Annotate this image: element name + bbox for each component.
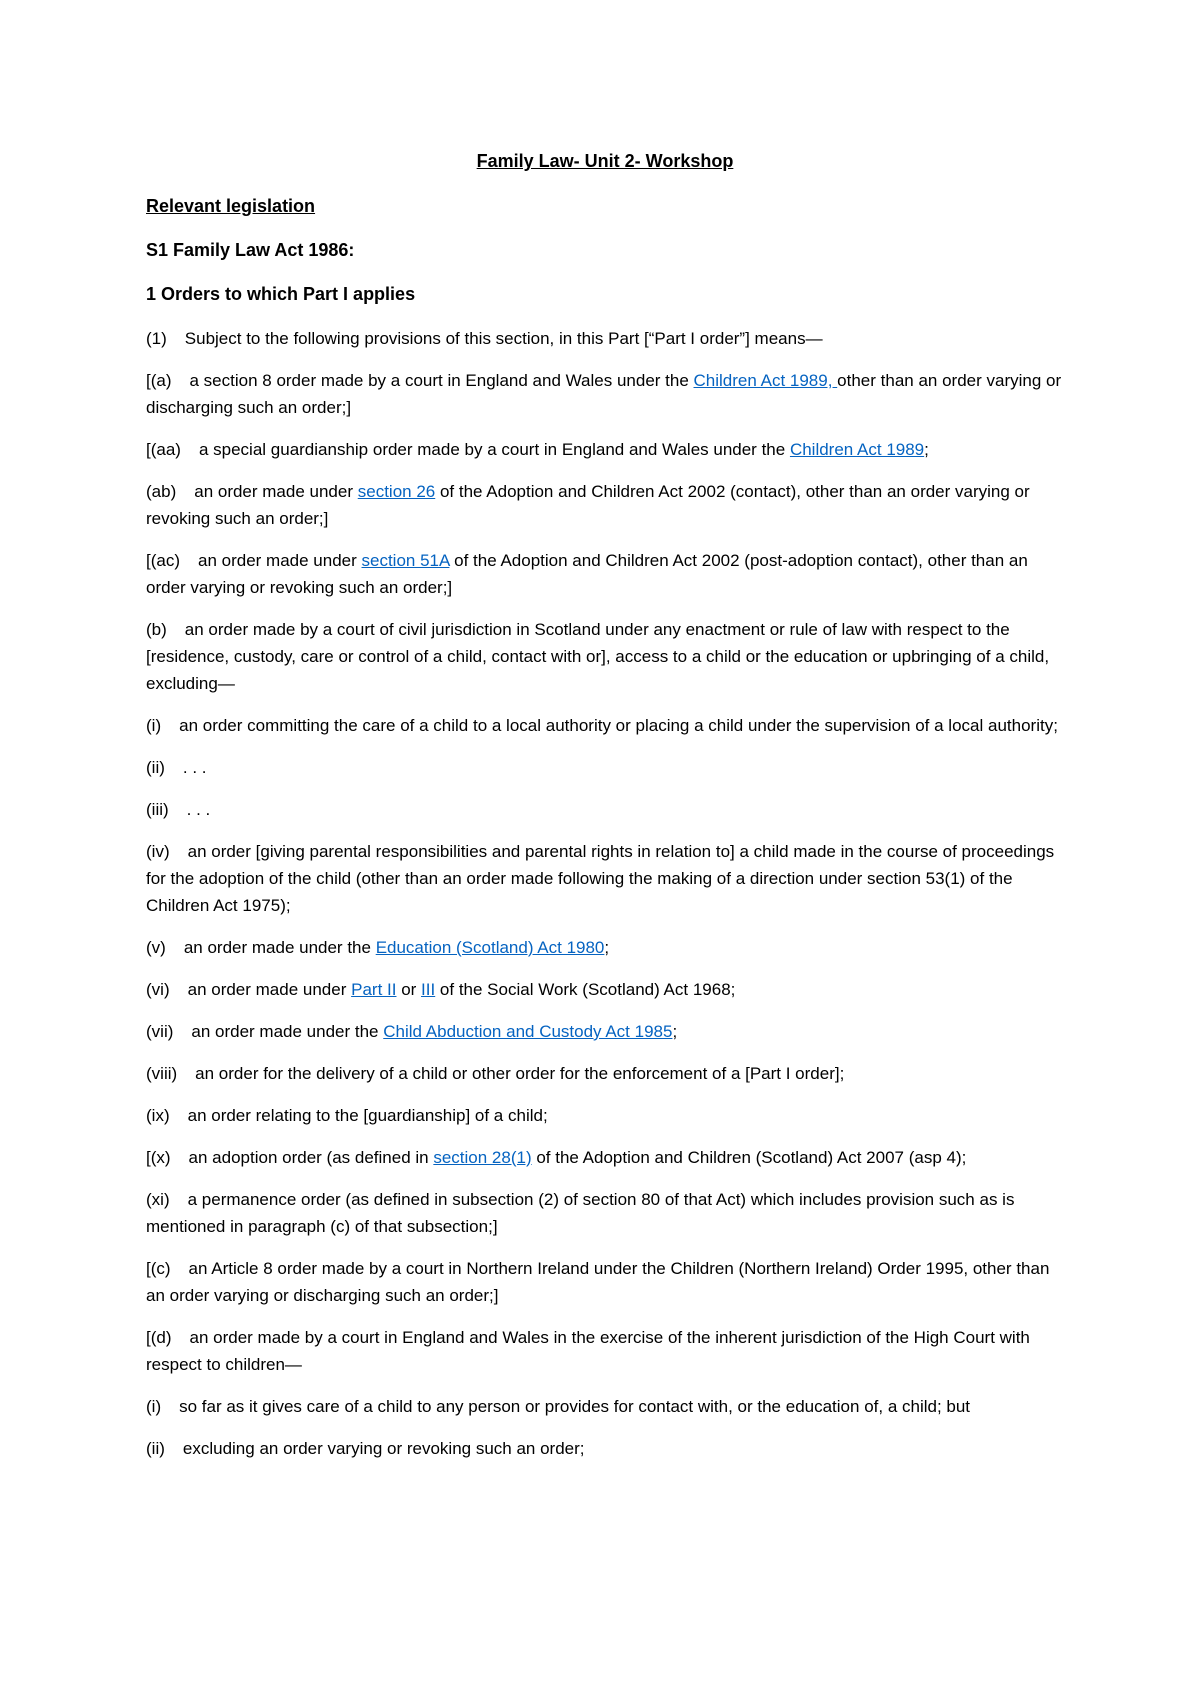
provision-text: an Article 8 order made by a court in Northern Ireland under the Children (Northern Ireland) Order 1995, other than an order varying or discharging such an order;] [146,1259,1050,1305]
provision-text: an order for the delivery of a child or other order for the enforcement of a [Part I order]; [195,1064,845,1083]
provision-number: (xi) [146,1190,170,1209]
provision-text: so far as it gives care of a child to any person or provides for contact with, or the education of, a child; but [179,1397,971,1416]
provision-text: ; [672,1022,678,1041]
provision-text: or [396,980,422,999]
provision-text: an order made under [198,551,362,570]
provision-paragraph [146,1144,1064,1171]
provision-paragraph [146,325,1064,352]
provision-number: (iii) [146,800,169,819]
part-heading: 1 Orders to which Part I applies [146,284,416,304]
provision-number: (v) [146,938,166,957]
provision-number: [(c) [146,1259,171,1278]
provision-text: . . . [186,800,211,819]
provision-text: a permanence order (as defined in subsection (2) of section 80 of that Act) which includes provision such as is mentioned in paragraph (c) of that subsection;] [146,1190,1015,1236]
provision-paragraph [146,1186,1064,1240]
provision-paragraph [146,547,1064,601]
provision-number: (ab) [146,482,177,501]
provision-number: [(a) [146,371,172,390]
provisions-list [146,325,1064,1462]
provision-paragraph [146,1102,1064,1129]
provision-text: of the Social Work (Scotland) Act 1968; [435,980,736,999]
legislation-link[interactable]: Child Abduction and Custody Act 1985 [383,1022,673,1041]
provision-text: an order made under the [183,938,376,957]
provision-text: an order committing the care of a child to a local authority or placing a child under the supervision of a local authority; [179,716,1058,735]
provision-text: an order made under [187,980,352,999]
provision-number: [(x) [146,1148,171,1167]
provision-text: an order [giving parental responsibilities and parental rights in relation to] a child made in the course of proceedings for the adoption of the child (other than an order made following the making of a direction under section 53(1) of the Children Act 1975); [146,842,1055,915]
section-heading: Relevant legislation [146,196,316,216]
provision-number: [(ac) [146,551,180,570]
provision-number: (vi) [146,980,170,999]
provision-text: a section 8 order made by a court in England and Wales under the [189,371,694,390]
provision-number: (iv) [146,842,170,861]
provision-paragraph [146,1393,1064,1420]
provision-number: (vii) [146,1022,174,1041]
provision-number: (i) [146,716,162,735]
provision-paragraph [146,1435,1064,1462]
legislation-link[interactable]: Children Act 1989 [789,440,925,459]
provision-text: of the Adoption and Children (Scotland) Act 2007 (asp 4); [531,1148,967,1167]
provision-paragraph [146,754,1064,781]
provision-number: (ix) [146,1106,170,1125]
provision-text: a special guardianship order made by a court in England and Wales under the [198,440,790,459]
provision-text: an order made by a court of civil jurisdiction in Scotland under any enactment or rule of law with respect to the [residence, custody, care or control of a child, contact with or], access to a child or the education or upbringing of a child, excluding— [146,620,1050,693]
legislation-link[interactable]: Children Act 1989, [693,371,838,390]
legislation-link[interactable]: Part II [351,980,397,999]
provision-paragraph [146,1324,1064,1378]
provision-paragraph [146,367,1064,421]
provision-text: an order relating to the [guardianship] of a child; [187,1106,548,1125]
provision-text: ; [924,440,929,459]
provision-paragraph [146,478,1064,532]
document-content [146,148,1064,1477]
provision-text: an order made by a court in England and Wales in the exercise of the inherent jurisdiction of the High Court with respect to children— [146,1328,1030,1374]
provision-number: (viii) [146,1064,178,1083]
provision-paragraph [146,838,1064,919]
provision-number: (b) [146,620,167,639]
provision-text: of the Adoption and Children Act 2002 (contact), other than an order varying or revoking such an order;] [146,482,1030,528]
provision-number: [(aa) [146,440,181,459]
provision-number: (1) [146,329,167,348]
provision-text: of the Adoption and Children Act 2002 (post-adoption contact), other than an order varying or revoking such an order;] [146,551,1028,597]
provision-number: (ii) [146,1439,165,1458]
legislation-link[interactable]: section 28(1) [433,1148,532,1167]
provision-text: an order made under [194,482,358,501]
provision-paragraph [146,712,1064,739]
provision-paragraph [146,436,1064,463]
provision-text: an adoption order (as defined in [188,1148,434,1167]
provision-paragraph [146,1255,1064,1309]
legislation-link[interactable]: section 51A [361,551,450,570]
provision-number: (ii) [146,758,165,777]
provision-text: excluding an order varying or revoking such an order; [182,1439,585,1458]
legislation-link[interactable]: III [421,980,436,999]
legislation-link[interactable]: Education (Scotland) Act 1980 [375,938,605,957]
provision-number: (i) [146,1397,162,1416]
provision-text: other than an order varying or discharging such an order;] [146,371,1062,417]
provision-paragraph [146,796,1064,823]
provision-number: [(d) [146,1328,172,1347]
act-heading: S1 Family Law Act 1986: [146,240,355,260]
provision-text: ; [604,938,610,957]
provision-paragraph [146,616,1064,697]
legislation-link[interactable]: section 26 [357,482,436,501]
provision-text: . . . [182,758,207,777]
provision-text: Subject to the following provisions of this section, in this Part [“Part I order”] means— [184,329,823,348]
provision-paragraph [146,976,1064,1003]
provision-paragraph [146,1018,1064,1045]
provision-text: an order made under the [191,1022,384,1041]
provision-paragraph [146,1060,1064,1087]
provision-paragraph [146,934,1064,961]
document-title: Family Law- Unit 2- Workshop [476,151,734,171]
